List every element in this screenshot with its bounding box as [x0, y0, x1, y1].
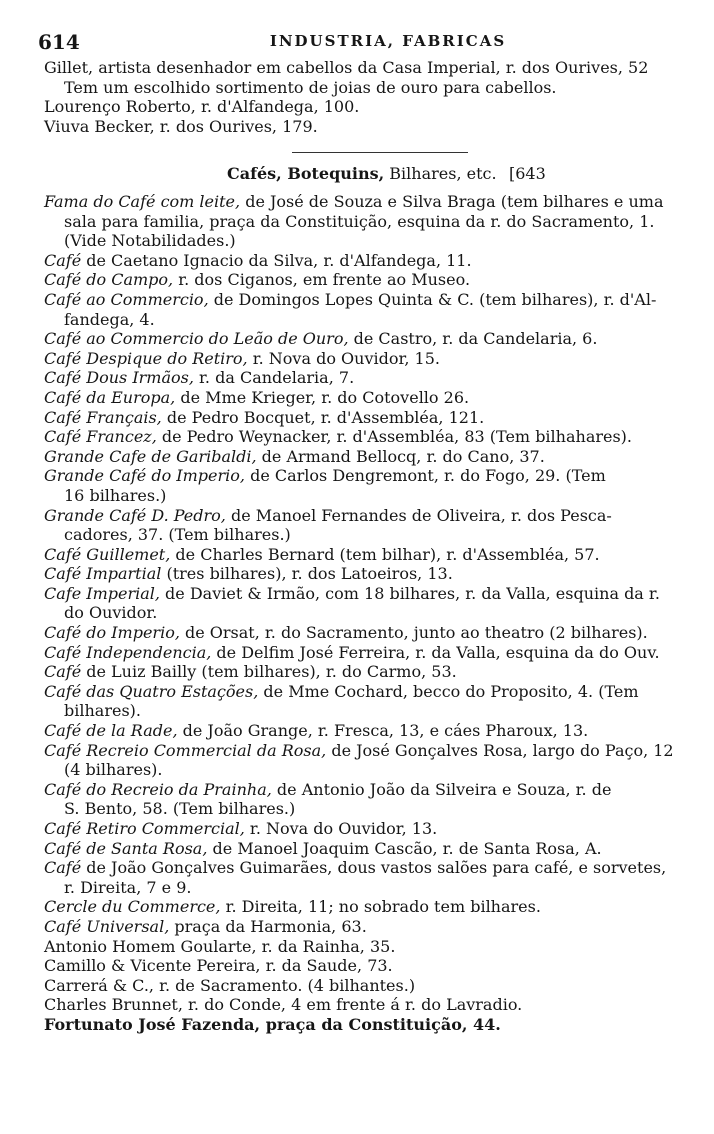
entry-line: Antonio Homem Goularte, r. da Rainha, 35. — [44, 936, 396, 956]
list-item — [44, 408, 689, 428]
list-item — [44, 117, 689, 137]
entry-line: de João Gonçalves Guimarães, dous vastos salões para café, e sorvetes, — [81, 858, 667, 878]
cafe-name: Fama do Café com leite, — [44, 192, 241, 211]
cafe-name: Grande Cafe de Garibaldi, — [44, 446, 257, 466]
list-item — [44, 780, 689, 819]
list-item — [44, 662, 689, 682]
list-item — [44, 564, 689, 584]
section-title-bold: Cafés, Botequins, — [227, 164, 385, 183]
cafe-name: Café Universal, — [44, 916, 170, 936]
section-title — [227, 164, 497, 183]
entry-line: de Castro, r. da Candelaria, 6. — [348, 329, 598, 349]
entry-line: de José Gonçalves Rosa, largo do Paço, 12 — [326, 740, 674, 760]
list-item — [44, 466, 689, 505]
list-item — [44, 447, 689, 467]
entry-line: r. Direita, 11; no sobrado tem bilhares. — [220, 897, 541, 917]
section-heading — [44, 152, 689, 192]
entry-line: do Ouvidor. — [64, 603, 158, 623]
section-number: [643 — [509, 164, 546, 183]
list-item — [44, 329, 689, 349]
cafe-name: Café do Imperio, — [44, 623, 180, 643]
list-item — [44, 388, 689, 408]
cafe-name: Cercle du Commerce, — [44, 897, 221, 917]
list-item — [44, 917, 689, 937]
list-item — [44, 349, 689, 369]
list-item — [44, 995, 689, 1015]
list-item — [44, 976, 689, 996]
cafe-name: Café do Recreio da Prainha, — [44, 779, 272, 799]
entry-line: de Luiz Bailly (tem bilhares), r. do Carmo, 53. — [81, 662, 457, 682]
entry-line: (4 bilhares). — [64, 760, 163, 780]
entry-text: Lourenço Roberto, r. d'Alfandega, 100. — [44, 97, 360, 117]
list-item — [44, 270, 689, 290]
cafe-name: Café — [44, 250, 82, 270]
entry-line: de Manoel Fernandes de Oliveira, r. dos Pesca- — [225, 505, 612, 525]
entry-line: r. dos Ciganos, em frente ao Museo. — [173, 270, 471, 290]
cafe-name: Café Retiro Commercial, — [44, 819, 245, 838]
section-title-rest: Bilhares, etc. — [384, 164, 497, 183]
running-title: INDUSTRIA, FABRICAS — [269, 32, 507, 50]
cafe-name: Cafe Imperial, — [44, 583, 160, 603]
list-item — [44, 1015, 689, 1035]
entry-line: de Pedro Weynacker, r. d'Assembléa, 83 (Tem bilhahares). — [156, 427, 633, 447]
cafe-name: Café de Santa Rosa, — [44, 838, 208, 858]
entry-line: de Manoel Joaquim Cascão, r. de Santa Rosa, A. — [207, 838, 602, 858]
entry-line: Camillo & Vicente Pereira, r. da Saude, 73. — [44, 956, 393, 976]
list-item — [44, 192, 689, 251]
entry-line: r. Nova do Ouvidor, 13. — [244, 819, 438, 838]
cafe-list — [44, 192, 689, 1035]
list-item — [44, 97, 689, 117]
list-item — [44, 251, 689, 271]
list-item — [44, 290, 689, 329]
entry-line: de Orsat, r. do Sacramento, junto ao theatro (2 bilhares). — [179, 623, 648, 643]
list-item — [44, 427, 689, 447]
list-item — [44, 819, 689, 839]
entry-line: S. Bento, 58. (Tem bilhares.) — [64, 799, 296, 819]
cafe-name: Café Impartial — [44, 564, 162, 584]
list-item — [44, 956, 689, 976]
list-item — [44, 858, 689, 897]
entry-line: Fortunato José Fazenda, praça da Constituição, 44. — [44, 1014, 501, 1034]
entry-line: de Charles Bernard (tem bilhar), r. d'Assembléa, 57. — [170, 544, 600, 564]
entry-line: cadores, 37. (Tem bilhares.) — [64, 525, 291, 545]
top-entries — [44, 58, 689, 136]
cafe-name: Grande Café do Imperio, — [44, 466, 245, 486]
entry-line: bilhares). — [64, 701, 141, 721]
page-header — [38, 30, 688, 54]
cafe-name: Café Recreio Commercial da Rosa, — [44, 740, 327, 760]
list-item — [44, 682, 689, 721]
entry-line: de Domingos Lopes Quinta & C. (tem bilhares), r. d'Al- — [208, 289, 657, 309]
entry-line: Tem um escolhido sortimento de joias de ouro para cabellos. — [64, 77, 557, 97]
page-number: 614 — [38, 30, 80, 54]
entry-line: sala para familia, praça da Constituição, esquina da r. do Sacramento, 1. — [64, 211, 655, 231]
list-item — [44, 368, 689, 388]
list-item — [44, 741, 689, 780]
list-item — [44, 584, 689, 623]
entry-line: r. Nova do Ouvidor, 15. — [247, 348, 440, 368]
list-item — [44, 937, 689, 957]
entry-line: Gillet, artista desenhador em cabellos da Casa Imperial, r. dos Ourives, 52 — [44, 58, 649, 77]
entry-line: de Mme Cochard, becco do Proposito, 4. (Tem — [258, 681, 639, 701]
list-item — [44, 545, 689, 565]
entry-line: de Carlos Dengremont, r. do Fogo, 29. (Tem — [244, 466, 606, 486]
cafe-name: Café — [44, 662, 82, 682]
entry-line: de Pedro Bocquet, r. d'Assembléa, 121. — [161, 407, 485, 427]
entry-line: fandega, 4. — [64, 309, 155, 329]
cafe-name: Café ao Commercio do Leão de Ouro, — [44, 329, 349, 349]
entry-line: de Antonio João da Silveira e Souza, r. de — [271, 779, 612, 799]
entry-line: praça da Harmonia, 63. — [169, 916, 367, 936]
section-rule — [292, 152, 468, 153]
cafe-name: Café das Quatro Estações, — [44, 681, 259, 701]
entry-line: Charles Brunnet, r. do Conde, 4 em frente á r. do Lavradio. — [44, 995, 523, 1015]
entry-line: de José de Souza e Silva Braga (tem bilhares e uma — [240, 192, 664, 211]
entry-line: de João Grange, r. Fresca, 13, e cáes Pharoux, 13. — [177, 721, 589, 741]
entry-line: r. Direita, 7 e 9. — [64, 877, 192, 897]
entry-line: de Armand Bellocq, r. do Cano, 37. — [256, 446, 545, 466]
list-item — [44, 623, 689, 643]
cafe-name: Café Francez, — [44, 427, 157, 447]
entry-line: (tres bilhares), r. dos Latoeiros, 13. — [161, 564, 453, 584]
cafe-name: Café ao Commercio, — [44, 289, 209, 309]
entry-text: Viuva Becker, r. dos Ourives, 179. — [44, 116, 318, 136]
cafe-name: Café Guillemet, — [44, 544, 171, 564]
entry-line: 16 bilhares.) — [64, 485, 167, 505]
cafe-name: Café da Europa, — [44, 387, 176, 407]
cafe-name: Grande Café D. Pedro, — [44, 505, 226, 525]
list-item — [44, 721, 689, 741]
entry-line: Carrerá & C., r. de Sacramento. (4 bilhantes.) — [44, 975, 416, 995]
entry-line: de Daviet & Irmão, com 18 bilhares, r. da Valla, esquina da r. — [159, 583, 660, 603]
entry-line: r. da Candelaria, 7. — [193, 368, 355, 388]
cafe-name: Café Independencia, — [44, 642, 212, 662]
cafe-name: Café Despique do Retiro, — [44, 348, 248, 368]
list-item — [44, 897, 689, 917]
list-item — [44, 506, 689, 545]
list-item — [44, 643, 689, 663]
entry-line: de Mme Krieger, r. do Cotovello 26. — [175, 387, 470, 407]
cafe-name: Café — [44, 858, 82, 878]
cafe-name: Café de la Rade, — [44, 721, 178, 741]
list-item — [44, 839, 689, 859]
cafe-name: Café Français, — [44, 407, 162, 427]
list-item — [44, 58, 689, 97]
entry-line: de Caetano Ignacio da Silva, r. d'Alfandega, 11. — [81, 250, 472, 270]
cafe-name: Café do Campo, — [44, 270, 174, 290]
cafe-name: Café Dous Irmãos, — [44, 368, 194, 388]
entry-line: de Delfim José Ferreira, r. da Valla, esquina da do Ouv. — [211, 642, 660, 662]
entry-line: (Vide Notabilidades.) — [64, 231, 236, 251]
